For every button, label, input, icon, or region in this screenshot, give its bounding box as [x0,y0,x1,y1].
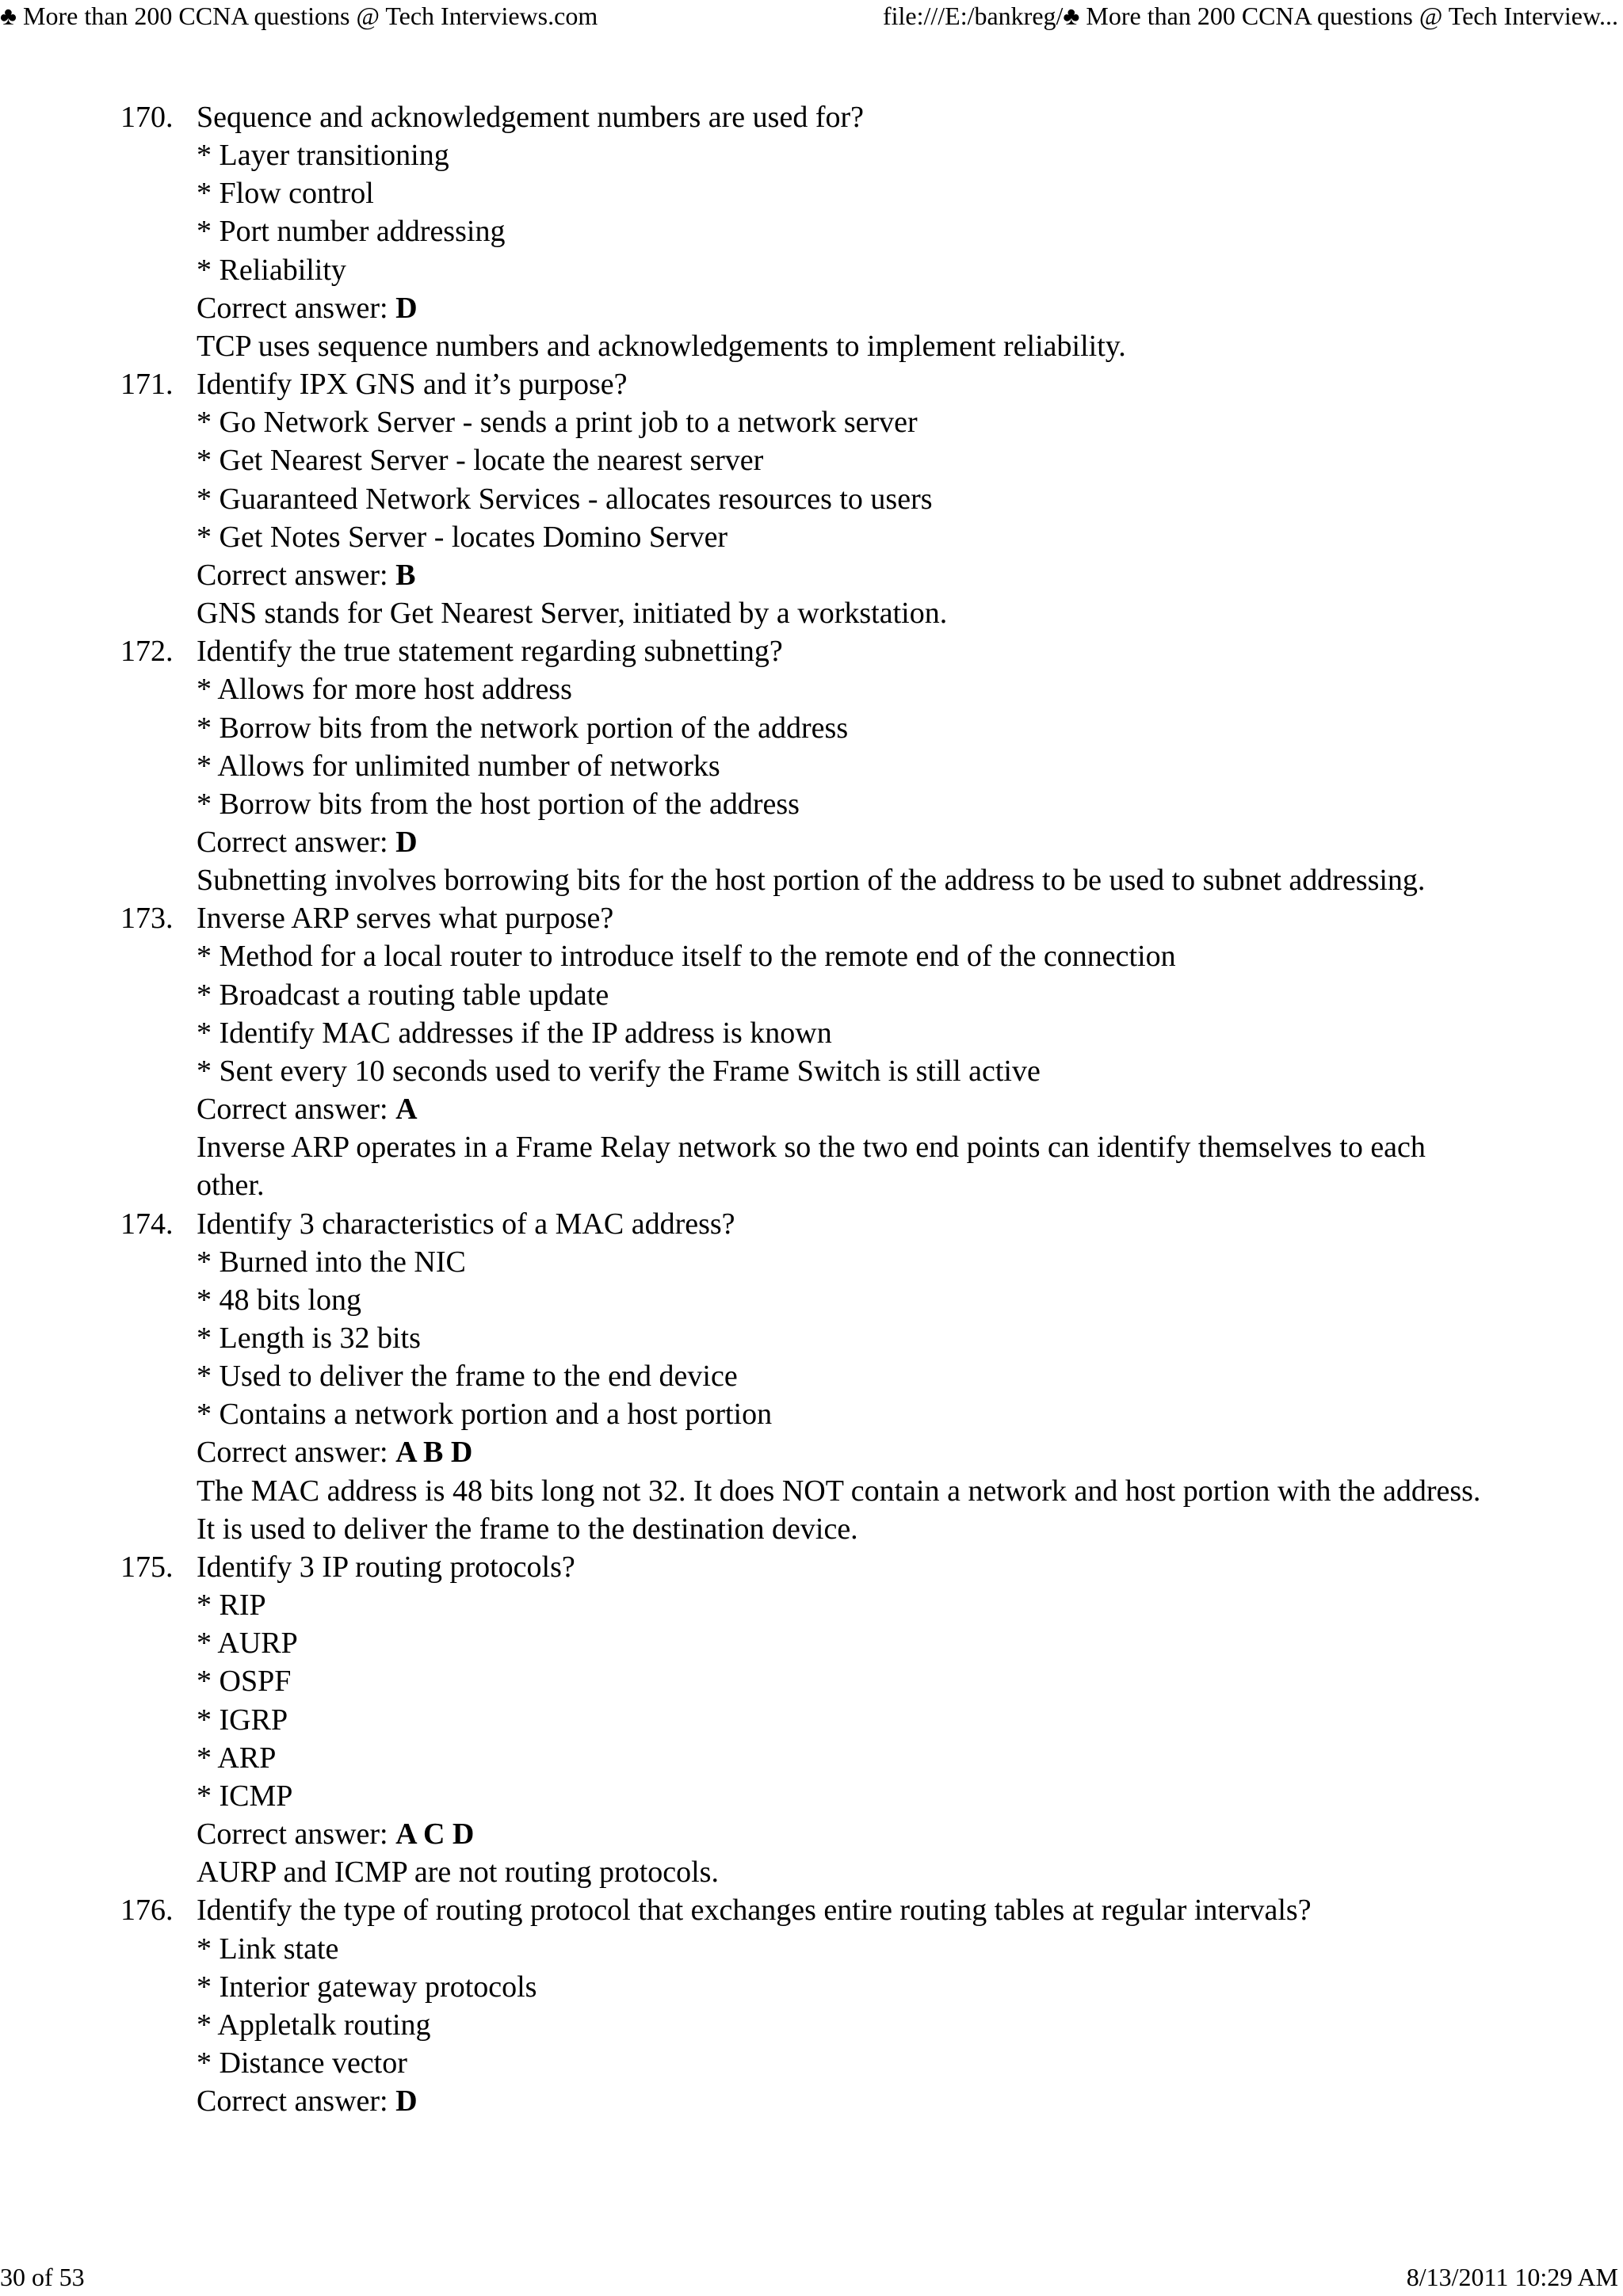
answer-explanation: Subnetting involves borrowing bits for the host portion of the address to be used to subnet addressing. [197,864,1426,898]
correct-answer-label: Correct answer: [197,558,396,592]
correct-answer-value: B [395,558,416,592]
correct-answer-label: Correct answer: [197,1817,396,1852]
question-text: Identify the true statement regarding subnetting? [197,635,783,669]
answer-option: * Link state [197,1932,339,1966]
question-number: 175. [120,1550,174,1584]
answer-option: * 48 bits long [197,1283,361,1317]
answer-option: * Interior gateway protocols [197,1970,537,2004]
answer-option: * Burned into the NIC [197,1245,466,1279]
answer-option: * Port number addressing [197,215,506,249]
correct-answer-value: A [395,1093,418,1127]
answer-option: * Layer transitioning [197,139,449,173]
answer-explanation: The MAC address is 48 bits long not 32. It does NOT contain a network and host portion with the address. It is used to deliver the frame to the destination device. [197,1474,1481,1546]
question-item [0,98,1623,365]
answer-option: * OSPF [197,1665,292,1699]
answer-explanation: Inverse ARP operates in a Frame Relay network so the two end points can identify themselves to each other. [197,1131,1426,1203]
question-text: Sequence and acknowledgement numbers are used for? [197,101,864,134]
answer-explanation: GNS stands for Get Nearest Server, initiated by a workstation. [197,597,948,631]
answer-option: * Reliability [197,253,346,287]
question-number: 170. [120,101,174,134]
answer-option: * Distance vector [197,2046,407,2080]
answer-option: * AURP [197,1627,298,1661]
correct-answer-value: D [395,2084,418,2119]
header-title: ♣ More than 200 CCNA questions @ Tech Interviews.com [0,2,598,30]
answer-option: * RIP [197,1589,266,1623]
correct-answer-label: Correct answer: [197,825,396,859]
correct-answer-value: A C D [395,1817,475,1852]
answer-option: * Sent every 10 seconds used to verify the Frame Switch is still active [197,1054,1041,1088]
answer-explanation: TCP uses sequence numbers and acknowledgements to implement reliability. [197,329,1126,363]
correct-answer-value: D [395,291,418,325]
question-item [0,1548,1623,1891]
print-datetime: 8/13/2011 10:29 AM [1406,2263,1618,2291]
answer-option: * Appletalk routing [197,2008,431,2042]
answer-option: * Borrow bits from the host portion of the address [197,787,800,821]
answer-option: * Get Nearest Server - locate the nearest server [197,444,764,478]
answer-option: * Broadcast a routing table update [197,978,609,1012]
correct-answer [197,823,1496,861]
answer-explanation: AURP and ICMP are not routing protocols. [197,1855,719,1890]
answer-option: * Method for a local router to introduce itself to the remote end of the connection [197,940,1176,974]
question-number: 173. [120,902,174,936]
question-list [0,98,1623,2120]
correct-answer [197,289,1496,327]
answer-option: * ARP [197,1741,277,1775]
correct-answer-label: Correct answer: [197,1436,396,1470]
correct-answer-label: Correct answer: [197,1093,396,1127]
answer-option: * IGRP [197,1703,288,1737]
answer-option: * Contains a network portion and a host portion [197,1398,773,1432]
question-text: Identify 3 IP routing protocols? [197,1550,575,1584]
answer-option: * Allows for unlimited number of networks [197,749,720,783]
question-item [0,632,1623,899]
answer-option: * Borrow bits from the network portion of the address [197,711,849,745]
page-number: 30 of 53 [0,2263,85,2291]
correct-answer-value: D [395,825,418,859]
question-item [0,365,1623,632]
correct-answer-label: Correct answer: [197,291,396,325]
question-text: Inverse ARP serves what purpose? [197,902,614,936]
correct-answer [197,1433,1496,1471]
correct-answer [197,1090,1496,1128]
question-number: 174. [120,1207,174,1241]
answer-option: * Flow control [197,177,374,211]
question-text: Identify the type of routing protocol that exchanges entire routing tables at regular intervals? [197,1894,1312,1928]
question-number: 171. [120,368,174,402]
answer-option: * Identify MAC addresses if the IP address is known [197,1016,832,1050]
correct-answer [197,1815,1496,1853]
correct-answer-value: A B D [395,1436,473,1470]
header-url: file:///E:/bankreg/♣ More than 200 CCNA questions @ Tech Interview... [882,2,1618,30]
answer-option: * Used to deliver the frame to the end device [197,1360,738,1394]
correct-answer-label: Correct answer: [197,2084,396,2119]
question-number: 172. [120,635,174,669]
answer-option: * Get Notes Server - locates Domino Server [197,520,728,554]
answer-option: * Allows for more host address [197,673,572,707]
question-item [0,1891,1623,2120]
question-item [0,899,1623,1204]
question-item [0,1205,1623,1548]
question-number: 176. [120,1894,174,1928]
answer-option: * Length is 32 bits [197,1322,421,1355]
question-text: Identify IPX GNS and it’s purpose? [197,368,628,402]
answer-option: * Guaranteed Network Services - allocates resources to users [197,482,933,516]
answer-option: * ICMP [197,1779,293,1813]
correct-answer [197,2082,1496,2120]
correct-answer [197,556,1496,594]
question-text: Identify 3 characteristics of a MAC address? [197,1207,735,1241]
answer-option: * Go Network Server - sends a print job to a network server [197,406,918,440]
